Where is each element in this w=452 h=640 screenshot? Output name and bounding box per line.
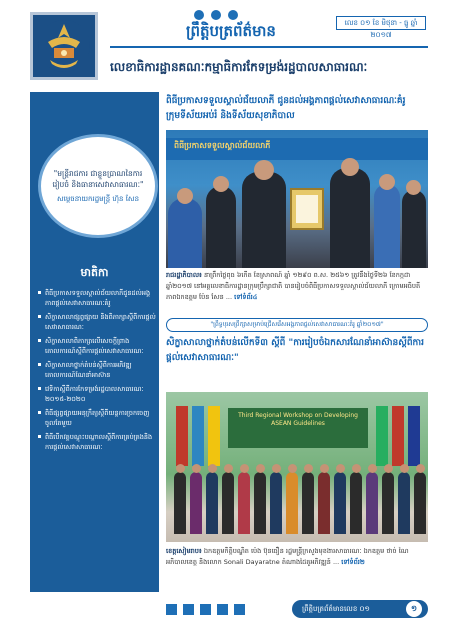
delegate [302, 472, 314, 534]
attendee-head [379, 174, 395, 190]
delegate [398, 472, 410, 534]
delegate [270, 472, 282, 534]
recipient [330, 168, 370, 268]
delegate [286, 472, 298, 534]
delegate-head [192, 464, 201, 473]
newsletter-title: ព្រឹត្តិបត្រព័ត៌មាន [186, 22, 276, 40]
flag [392, 406, 404, 466]
delegate-head [224, 464, 233, 473]
delegate-head [352, 464, 361, 473]
ministry-logo [30, 12, 98, 80]
delegate-head [336, 464, 345, 473]
page-headline: លេខាធិការដ្ឋានគណៈកម្មាធិការកែទម្រង់រដ្ឋបាលសាធារណៈ [110, 60, 368, 74]
attendee-head [177, 188, 193, 204]
flag [376, 406, 388, 466]
quote-bubble [38, 134, 158, 238]
attendee [206, 186, 236, 268]
title-divider [110, 46, 428, 48]
delegate-head [304, 464, 313, 473]
attendee [168, 198, 202, 268]
attendee-head [213, 176, 229, 192]
toc-item[interactable]: សិក្ខាសាលាពិភាក្សាលើសេចក្តីព្រាងគោលការណ៍ស្តីពីការផ្តល់សេវាសាធារណៈ [38, 336, 156, 356]
article1-more-link[interactable]: ទៅទំព័រ៤ [234, 293, 258, 301]
workshop-screen [228, 408, 368, 448]
delegate [318, 472, 330, 534]
award-certificate [290, 188, 324, 230]
flag [176, 406, 188, 466]
article2-lead: ខេត្តសៀមរាប៖ [166, 547, 202, 555]
award-ceremony-photo [166, 130, 428, 268]
footer-label: ព្រឹត្តិបត្រព័ត៌មានលេខ ០១ [302, 605, 370, 613]
flag [208, 406, 220, 466]
delegate [222, 472, 234, 534]
delegate [238, 472, 250, 534]
toc-title: មាតិកា [80, 266, 109, 279]
recipient-head [341, 158, 359, 176]
footer-squares [166, 604, 245, 615]
quote-text: "មន្ត្រីរាជការ ជាខ្លួនប្រាណនៃការរៀបចំ និងធានាសេវាសាធារណៈ" [52, 168, 144, 189]
workshop-screen-text: Third Regional Workshop on Developing ASEAN Guidelines [238, 412, 358, 427]
flag [408, 406, 420, 466]
title-dots [194, 10, 238, 20]
delegate-head [416, 464, 425, 473]
delegate [366, 472, 378, 534]
delegate-head [272, 464, 281, 473]
delegate [382, 472, 394, 534]
toc-item[interactable]: ពិធីផ្សព្វផ្សាយអនុក្រឹត្យស្តីពីយន្តការច្រកចេញចូលតែមួយ [38, 408, 156, 428]
delegate-head [368, 464, 377, 473]
toc-item[interactable]: ពិធីប្រកាសទទួលស្គាល់ជ័យលាភីជូនដល់អង្គភាពផ្តល់សេវាសាធារណៈគំរូ [38, 288, 156, 308]
article1-body [166, 270, 428, 303]
delegate [350, 472, 362, 534]
attendee [402, 190, 426, 268]
delegate [206, 472, 218, 534]
backdrop-text: ពិធីប្រកាសទទួលស្គាល់ជ័យលាភី [174, 141, 271, 150]
article2-more-link[interactable]: ទៅទំព័រ២ [341, 558, 365, 566]
delegate [190, 472, 202, 534]
delegate-head [288, 464, 297, 473]
attendee [374, 184, 400, 268]
page-number: ១ [406, 601, 422, 617]
flag [192, 406, 204, 466]
presenter-head [254, 160, 274, 180]
article2-title: សិក្ខាសាលាថ្នាក់តំបន់លើកទី៣ ស្តីពី "ការរៀបចំឯកសារណែនាំអាស៊ានស្តីពីការផ្តល់សេវាសាធារណៈ" [166, 338, 424, 363]
delegate [334, 472, 346, 534]
presenter [242, 172, 286, 268]
article1-text: នាព្រឹកថ្ងៃពុធ ៦កើត ខែស្រាពណ៍ ឆ្នាំ ១២៩០ ព.ស. ២៥៦១ ត្រូវនឹងថ្ងៃទី២៦ ខែកក្កដា ឆ្នាំ២០១៧ នៅអគ្គលេខាធិការដ្ឋានក្រុមប្រឹក្សាជាតិ បានរៀបចំពិធីប្រកាសទទួលស្គាល់ជ័យលាភី ក្រោមអធិបតីភាពឯកឧត្តម ប៉ែន សែន ... [166, 271, 421, 301]
delegate-head [384, 464, 393, 473]
toc-item[interactable]: វេទិកាស្តីពីការកែទម្រង់រដ្ឋបាលសាធារណៈ ២០១៥-២០២០ [38, 384, 156, 404]
issue-label: លេខ ០១ ខែ មិថុនា - ធ្នូ ឆ្នាំ ២០១៧ [336, 16, 426, 30]
delegate-head [256, 464, 265, 473]
delegate [174, 472, 186, 534]
article1-title: ពិធីប្រកាសទទួលស្គាល់ជ័យលាភី ជូនដល់អង្គភាពផ្តល់សេវាសាធារណៈគំរូក្រុមទីស័យអប់រំ និងទីស័យសុខាភិបាល [166, 96, 406, 121]
workshop-group-photo [166, 392, 428, 542]
article1-lead: រាជរដ្ឋាភិបាល៖ [166, 271, 202, 279]
delegate-head [208, 464, 217, 473]
delegate-head [320, 464, 329, 473]
delegate-head [176, 464, 185, 473]
delegate [254, 472, 266, 534]
delegate-head [400, 464, 409, 473]
article1-quote-banner: "ព្រឹទ្ធបុរសព្រឹក្សាសម្រាប់ជ្រើសរើសអង្គភាពផ្តល់សេវាសាធារណៈគំរូ ឆ្នាំ២០១៧" [166, 318, 428, 332]
delegate [414, 472, 426, 534]
delegate-head [240, 464, 249, 473]
article2-text: ឯកឧត្តមកិត្តិបណ្ឌិត ប៉េង ប៊ុនធឿន រដ្ឋមន្ត្រីក្រសួងមុខងារសាធារណៈ ឯកឧត្តម ថាច់ ណៃ អភិបាលខេត្ត និងលោក Sonali Dayaratne តំណាងដៃគូអភិវឌ្ឍន៍ ... [166, 547, 409, 566]
toc-item[interactable]: សិក្ខាសាលាផ្សព្វផ្សាយ និងពិភាក្សាស្តីពីការផ្តល់សេវាសាធារណៈ [38, 312, 156, 332]
toc-list [38, 288, 156, 456]
article2-body [166, 546, 428, 568]
attendee-head [406, 180, 421, 195]
toc-item[interactable]: ពិធីបើកវគ្គបណ្តុះបណ្តាលស្តីពីការគ្រប់គ្រងនិងការផ្តល់សេវាសាធារណៈ [38, 432, 156, 452]
toc-item[interactable]: សិក្ខាសាលាថ្នាក់តំបន់ស្តីពីការអភិវឌ្ឍគោលការណ៍ណែនាំអាស៊ាន [38, 360, 156, 380]
quote-author: សម្តេចនាយករដ្ឋមន្ត្រី ហ៊ុន សែន [56, 194, 140, 203]
emblem-icon [36, 18, 92, 74]
